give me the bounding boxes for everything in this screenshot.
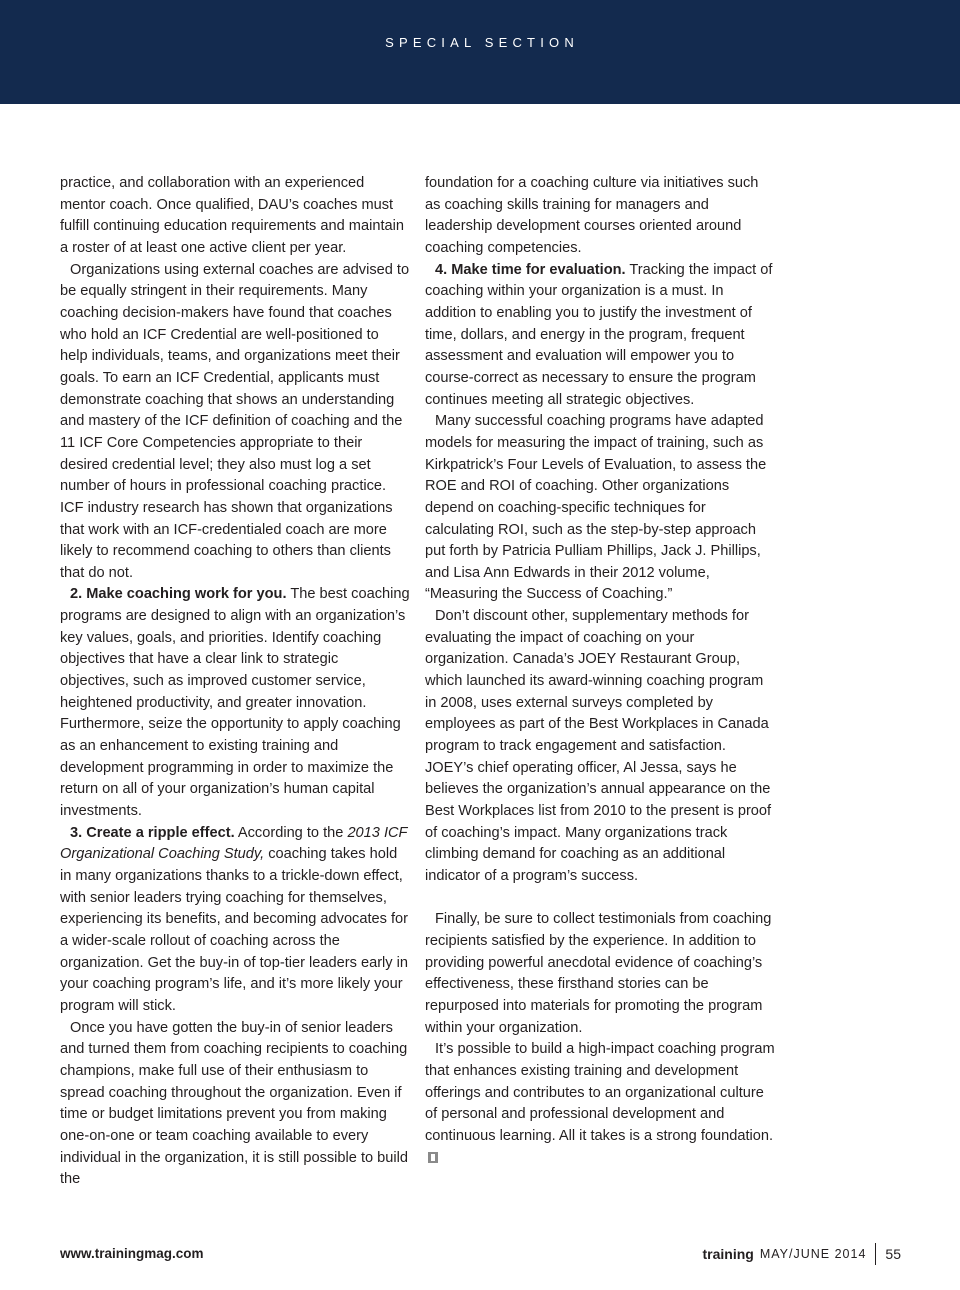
paragraph bbox=[425, 260, 777, 412]
paragraph-text: According to the bbox=[234, 824, 348, 841]
paragraph: Many successful coaching programs have adapted models for measuring the impact of training, such as Kirkpatrick’s Four Levels of Evaluation, to assess the ROE and ROI of coaching. Other organizations depend on coaching-specific techniques for calculating ROI, such as the step-by-step approach put forth by Patricia Pulliam Phillips, Jack J. Phillips, and Lisa Ann Edwards in their 2012 volume, “Measuring the Success of Coaching.” bbox=[425, 413, 767, 603]
paragraph: foundation for a coaching culture via initiatives such as coaching skills training for managers and leadership development courses oriented around coaching competencies. bbox=[425, 175, 759, 256]
left-column bbox=[60, 173, 410, 1191]
paragraph bbox=[425, 1039, 777, 1169]
subhead: 2. Make coaching work for you. bbox=[70, 586, 287, 603]
paragraph: Organizations using external coaches are advised to be equally stringent in their requirements. Many coaching decision-makers have found that coaches who hold an ICF Credential are well-positioned to help individuals, teams, and organizations meet their goals. To earn an ICF Credential, applicants must demonstrate coaching that shows an understanding and mastery of the ICF definition of coaching and the 11 ICF Core Competencies appropriate to their desired credential level; they also must log a set number of hours in professional coaching practice. ICF industry research has shown that organizations that work with an ICF-credentialed coach are more likely to recommend coaching to others than clients that do not. bbox=[60, 261, 410, 581]
paragraph bbox=[60, 584, 410, 822]
footer-url: www.trainingmag.com bbox=[60, 1246, 204, 1261]
paragraph: Finally, be sure to collect testimonials from coaching recipients satisfied by the experience. In addition to providing powerful anecdotal evidence of coaching’s effectiveness, these firsthand stories can be repurposed into materials for promoting the program within your organization. bbox=[425, 911, 772, 1036]
paragraph-body: It’s possible to build a high-impact coaching program that enhances existing training and development offerings and contributes to an organizational culture of personal and professional development and continuous learning. All it takes is a strong foundation. bbox=[425, 1041, 775, 1144]
footer-folio bbox=[703, 1242, 901, 1266]
paragraph: Don’t discount other, supplementary methods for evaluating the impact of coaching on your organization. Canada’s JOEY Restaurant Group, which launched its award-winning coaching program in 2008, uses external surveys completed by employees as part of the Best Workplaces in Canada program to track engagement and satisfaction. JOEY’s chief operating officer, Al Jessa, says he believes the organization’s annual appearance on the Best Workplaces list from 2010 to the present is proof of coaching’s impact. Many organizations track climbing demand for coaching as an additional indicator of a program’s success. bbox=[425, 608, 772, 884]
paragraph-body: coaching takes hold in many organizations thanks to a trickle-down effect, with senior leaders trying coaching for themselves, experiencing its benefits, and becoming advocates for a wider-scale rollout of coaching across the organization. Get the buy-in of top-tier leaders early in your coaching program’s life, and it’s more likely your program will stick. bbox=[60, 846, 409, 1014]
paragraph: practice, and collaboration with an experienced mentor coach. Once qualified, DAU’s coaches must fulfill continuing education requirements and maintain a roster of at least one active client per year. bbox=[60, 175, 404, 256]
header-band bbox=[0, 0, 960, 104]
issue-date: MAY/JUNE 2014 bbox=[759, 1247, 867, 1261]
magazine-name: training bbox=[702, 1246, 754, 1262]
end-mark-icon bbox=[428, 1152, 438, 1163]
paragraph-body: The best coaching programs are designed to align with an organization’s key values, goals, and priorities. Identify coaching objectives that have a clear link to strategic objectives, such as improved customer service, heightened productivity, and greater innovation. Furthermore, seize the opportunity to apply coaching as an enhancement to existing training and development programming in order to maximize the return on all of your organization’s human capital investments. bbox=[60, 586, 410, 820]
paragraph-body: Tracking the impact of coaching within your organization is a must. In addition to enabling you to justify the investment of time, dollars, and energy in the program, frequent assessment and evaluation will empower you to course-correct as necessary to ensure the program continues meeting all strategic objectives. bbox=[425, 261, 773, 408]
paragraph bbox=[60, 823, 410, 1018]
subhead: 3. Create a ripple effect. bbox=[70, 824, 235, 841]
paragraph: Once you have gotten the buy-in of senior leaders and turned them from coaching recipients to coaching champions, make full use of their enthusiasm to spread coaching throughout the organization. Even if time or budget limitations prevent you from making one-on-one or team coaching available to every individual in the organization, it is still possible to build the bbox=[60, 1019, 409, 1188]
study-title: 2013 ICF Organizational Coaching Study, bbox=[60, 824, 408, 863]
subhead: 4. Make time for evaluation. bbox=[435, 261, 626, 278]
folio-divider bbox=[875, 1243, 876, 1265]
right-column bbox=[425, 173, 777, 1169]
page-number: 55 bbox=[885, 1246, 901, 1262]
section-label: SPECIAL SECTION bbox=[385, 35, 579, 50]
